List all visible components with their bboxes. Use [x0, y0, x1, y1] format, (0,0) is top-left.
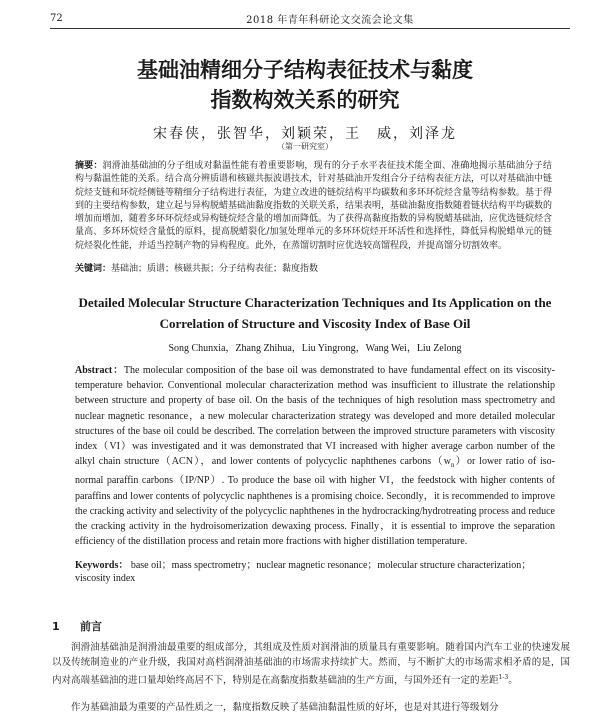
body-paragraph-1 — [52, 640, 570, 688]
english-keywords-label: Keywords： — [75, 560, 129, 571]
english-abstract-label: Abstract： — [75, 365, 124, 376]
english-abstract — [75, 363, 555, 549]
body-paragraph-1-end: 。 — [508, 675, 518, 687]
chinese-keywords-text: 基础油；质谱；核磁共振；分子结构表征；黏度指数 — [111, 264, 319, 274]
english-keywords — [75, 559, 555, 585]
body-paragraph-2: 作为基础油最为重要的产品性质之一，黏度指数反映了基础油黏温性质的好坏，也是对其进行等级划分 — [71, 702, 499, 713]
english-title-line2: Correlation of Structure and Viscosity Index of Base Oil — [159, 316, 471, 331]
page-number: 72 — [50, 12, 63, 24]
english-title — [70, 292, 560, 334]
chinese-keywords-label: 关键词： — [75, 264, 112, 274]
english-authors: Song Chunxia，Zhang Zhihua，Liu Yingrong，Wang Wei，Liu Zelong — [168, 343, 462, 354]
running-head — [50, 10, 570, 26]
section-number: 1 — [52, 620, 60, 633]
section-title: 前言 — [80, 620, 102, 633]
section-heading — [52, 618, 102, 634]
english-abstract-text: The molecular composition of the base oil was demonstrated to have fundamental effect on its viscosity-temperature behavior. Conventional molecular characterization method was insufficient to illustrate the relationship between structure and property of base oil. On the basis of the techniques of high resolution mass spectrometry and nuclear magnetic resonance，a new molecular characterization strategy was developed and more detailed molecular structures of the base oil could be described. The correlation between the improved structure parameters with viscosity index（VI）was investigated and it was demonstrated that VI increased with higher average carbon number of the alkyl chain structure（ACN），and lower contents of polycyclic naphthenes carbons（w — [75, 365, 555, 468]
english-abstract-subscript: n — [450, 461, 455, 470]
english-title-line1: Detailed Molecular Structure Characterization Techniques and Its Application on the — [78, 295, 552, 310]
chinese-abstract-label: 摘要： — [75, 161, 103, 171]
english-abstract-text-continued: ）or lower ratio of iso-normal paraffin carbons（IP/NP）. To produce the base oil with higher VI，the feedstock with higher contents of paraffins and lower contents of polycyclic naphthenes is a promising choice. Secondly，it is recommended to improve the cracking activity and selectivity of the polycyclic naphthenes in the hydrocracking/hydrotreating process and reduce the cracking activity in the hydroisomerization dewaxing process. Finally，it is essential to improve the separation efficiency of the distillation process and retain more fractions with higher distillation temperature. — [75, 456, 555, 548]
chinese-abstract-text: 润滑油基础油的分子组成对黏温性能有着重要影响，现有的分子水平表征技术能全面、准确地揭示基础油分子结构与黏温性能的关系。结合高分辨质谱和核磁共振波谱技术，针对基础油开发组合分子结构表征方法，可以对基础油中链烷烃支链和环烷烃侧链等精细分子结构进行表征，为建立改进的链烷结构平均碳数和多环环烷烃含量等结构参数。基于得到的主要结构参数，建立起与异构脱蜡基础油黏度指数的关联关系，结果表明，基础油黏度指数随着链状结构平均碳数的增加而增加，随着多环环烷烃或异构链烷烃含量的增加而降低。为了获得高黏度指数的异构脱蜡基础油，应优选链烷烃含量高、多环环烷烃含量低的原料，提高脱蜡裂化/加氢处理单元的多环环烷烃开环活性和选择性，降低异构脱蜡单元的链烷烃裂化性能，并适当控制产物的异构程度。此外，在蒸馏切割时应优选较高馏程段，并提高馏分切割效率。 — [75, 161, 553, 251]
body-paragraph-1-text: 润滑油基础油是润滑油最重要的组成部分，其组成及性质对润滑油的质量具有重要影响。随着国内汽车工业的快速发展以及传统制造业的产业升级，我国对高档润滑油基础油的市场需求持续扩大。然而，与不断扩大的市场需求相矛盾的是，国内对高端基础油的进口量却始终高居不下，特别是在高黏度指数基础油的生产方面，与国外还有一定的差距 — [52, 642, 570, 687]
chinese-abstract — [75, 160, 552, 253]
chinese-authors: 宋春侠，张智华，刘颖荣，王 威，刘泽龙 — [153, 126, 457, 142]
chinese-keywords — [75, 261, 552, 274]
chinese-title-line2: 指数构效关系的研究 — [210, 88, 400, 112]
chinese-affiliation: （第一研究室） — [277, 142, 333, 151]
citation-superscript: 1-3 — [498, 674, 509, 681]
chinese-title-line1: 基础油精细分子结构表征技术与黏度 — [137, 58, 473, 82]
english-keywords-text: base oil；mass spectrometry；nuclear magnetic resonance；molecular structure characterization；viscosity index — [75, 560, 532, 584]
journal-title: 2018 年青年科研论文交流会论文集 — [246, 14, 414, 26]
chinese-title — [80, 55, 530, 115]
header-rule — [50, 28, 570, 29]
